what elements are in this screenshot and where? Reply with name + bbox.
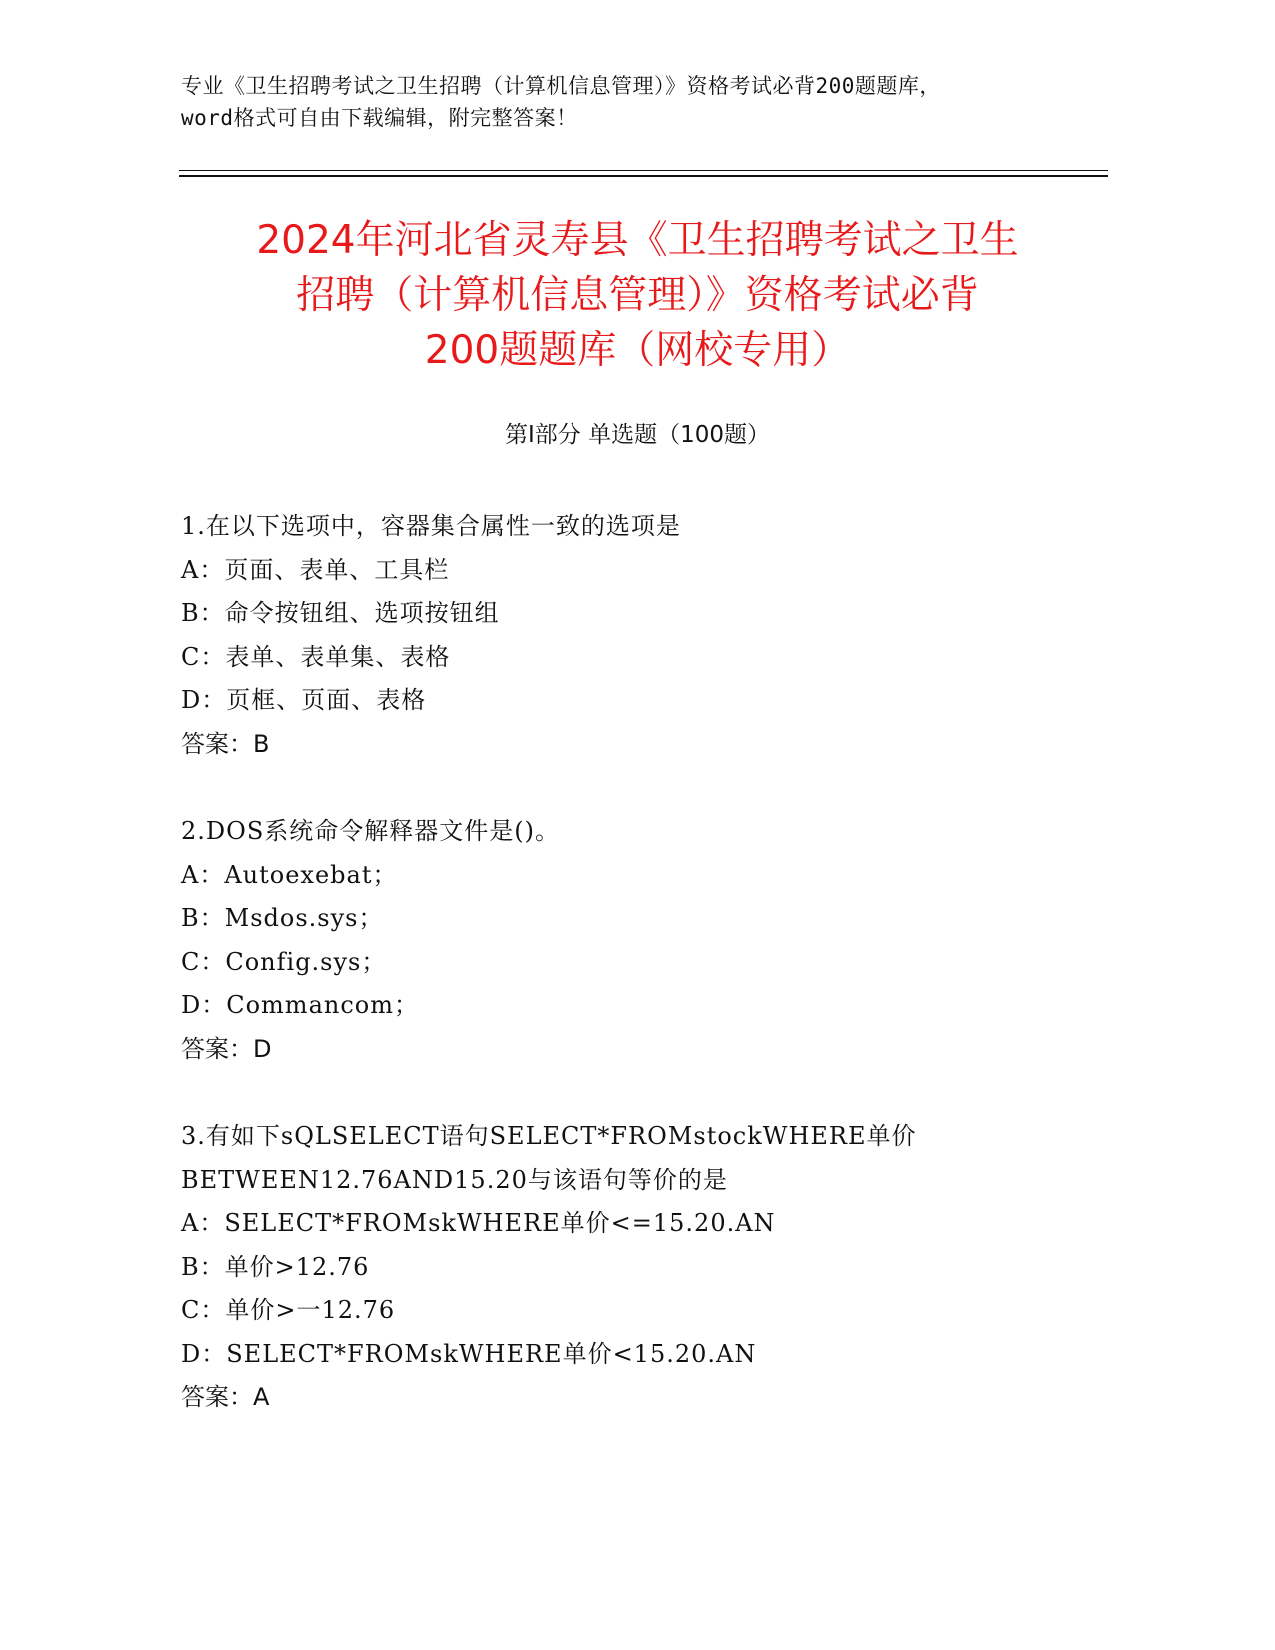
question-list — [181, 505, 1081, 1464]
answer-line: 答案：B — [181, 729, 270, 758]
option-c: C：表单、表单集、表格 — [181, 642, 451, 671]
answer-line: 答案：A — [181, 1383, 270, 1411]
option-d: D：SELECT*FROMskWHERE单价<15.20.AN — [181, 1339, 757, 1368]
title-line-3: 200题题库（网校专用） — [424, 328, 851, 373]
header-rule-thick — [179, 175, 1108, 177]
section-heading: 第Ⅰ部分 单选题（100题） — [505, 422, 770, 448]
option-d: D：Commancom； — [181, 991, 419, 1019]
option-b: B：Msdos.sys； — [181, 904, 384, 932]
header-note-line-1: 专业《卫生招聘考试之卫生招聘（计算机信息管理）》资格考试必背200题题库， — [181, 74, 941, 98]
document-title — [150, 213, 1125, 378]
question-stem: 2.DOS系统命令解释器文件是()。 — [181, 817, 560, 845]
option-b: B：命令按钮组、选项按钮组 — [181, 599, 500, 627]
question-stem: 3.有如下sQLSELECT语句SELECT*FROMstockWHERE单价 — [181, 1122, 917, 1150]
answer-line: 答案：D — [181, 1034, 272, 1063]
question-stem: 1.在以下选项中，容器集合属性一致的选项是 — [181, 512, 681, 540]
header-rule-thin — [179, 170, 1108, 171]
option-c: C：Config.sys； — [181, 947, 387, 976]
question-2 — [181, 810, 1081, 1071]
title-line-2: 招聘（计算机信息管理）》资格考试必背 — [296, 273, 979, 318]
header-note-line-2: word格式可自由下载编辑，附完整答案！ — [181, 106, 578, 130]
option-d: D：页框、页面、表格 — [181, 686, 427, 714]
question-stem-continued: BETWEEN12.76AND15.20与该语句等价的是 — [181, 1165, 728, 1194]
option-a: A：SELECT*FROMskWHERE单价<=15.20.AN — [181, 1209, 776, 1237]
question-1 — [181, 505, 1081, 766]
option-b: B：单价>12.76 — [181, 1252, 370, 1281]
option-c: C：单价>一12.76 — [181, 1296, 396, 1324]
option-a: A：页面、表单、工具栏 — [181, 555, 450, 584]
title-line-1: 2024年河北省灵寿县《卫生招聘考试之卫生 — [256, 218, 1019, 263]
option-a: A：Autoexebat； — [181, 860, 398, 889]
header-note — [181, 70, 1101, 134]
question-3 — [181, 1115, 1081, 1420]
